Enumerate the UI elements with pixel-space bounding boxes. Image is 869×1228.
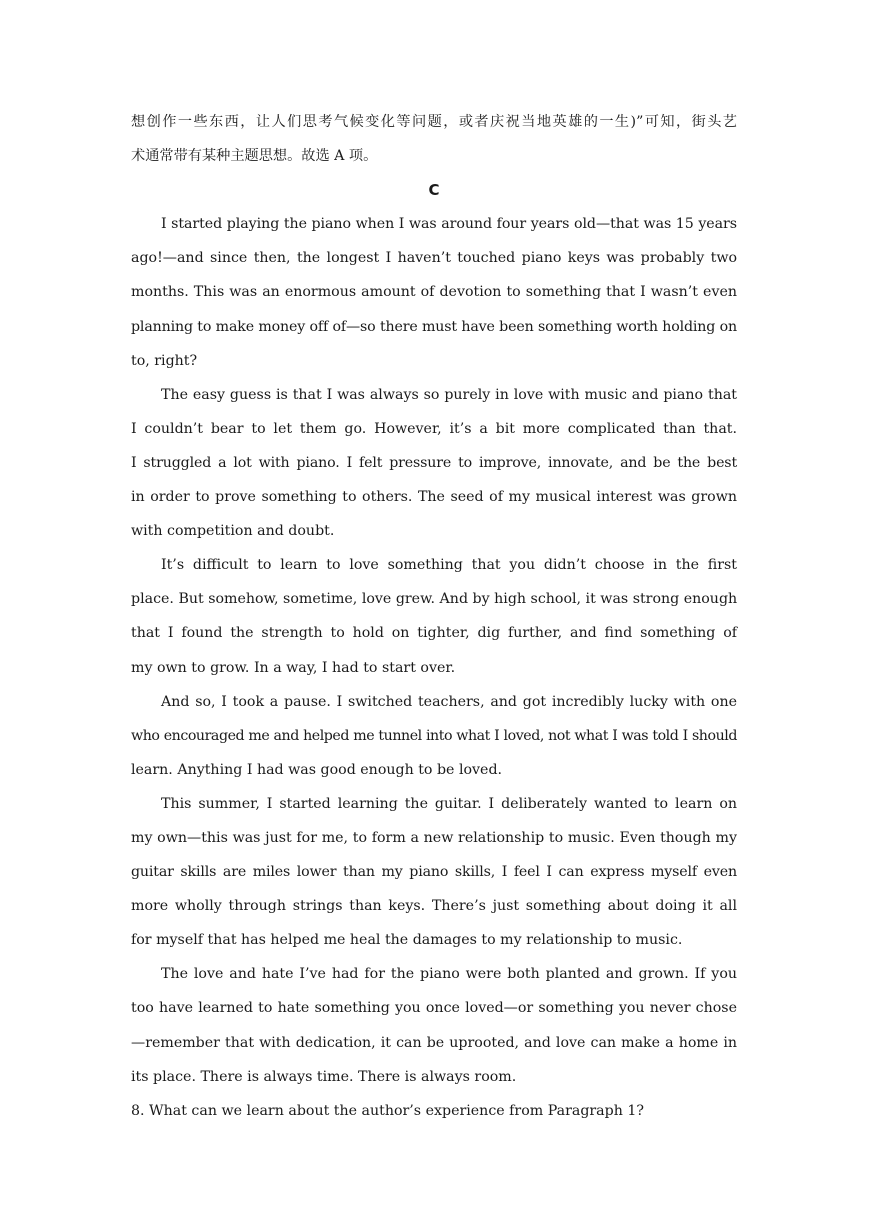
paragraph-line: its place. There is always time. There is always room. <box>131 1068 517 1085</box>
paragraph-line: I couldn’t bear to let them go. However, it’s a bit more complicated than that. <box>131 420 737 437</box>
paragraph-line: my own—this was just for me, to form a new relationship to music. Even though my <box>131 829 737 846</box>
paragraph-line: too have learned to hate something you once loved—or something you never chose <box>131 1000 737 1017</box>
paragraph-line: in order to prove something to others. The seed of my musical interest was grown <box>131 489 737 506</box>
paragraph-line: This summer, I started learning the guitar. I deliberately wanted to learn on <box>161 795 737 812</box>
document-body <box>131 105 737 1128</box>
paragraph-line: to, right? <box>131 352 198 369</box>
paragraph-line: I started playing the piano when I was around four years old—that was 15 years <box>161 216 737 233</box>
section-heading: C <box>428 181 440 200</box>
paragraph-line: months. This was an enormous amount of devotion to something that I wasn’t even <box>131 284 737 301</box>
paragraph-line: more wholly through strings than keys. There’s just something about doing it all <box>131 898 737 915</box>
paragraph <box>131 378 737 548</box>
paragraph <box>131 787 737 957</box>
paragraph-line: It’s difficult to learn to love something that you didn’t choose in the first <box>161 557 737 574</box>
paragraph-line: my own to grow. In a way, I had to start over. <box>131 659 456 676</box>
paragraph-line: The love and hate I’ve had for the piano were both planted and grown. If you <box>161 966 737 983</box>
question-8: 8. What can we learn about the author’s experience from Paragraph 1? <box>131 1102 645 1119</box>
paragraph-line: for myself that has helped me heal the damages to my relationship to music. <box>131 932 683 949</box>
paragraph <box>131 548 737 684</box>
paragraph-line: that I found the strength to hold on tighter, dig further, and find something of <box>131 625 737 642</box>
paragraph-line: And so, I took a pause. I switched teachers, and got incredibly lucky with one <box>161 693 737 710</box>
paragraph-line: planning to make money off of—so there must have been something worth holding on <box>131 318 737 335</box>
paragraph-line: who encouraged me and helped me tunnel into what I loved, not what I was told I should <box>131 727 737 744</box>
paragraph-line: with competition and doubt. <box>131 523 335 540</box>
paragraph-line: ago!—and since then, the longest I haven’t touched piano keys was probably two <box>131 250 737 267</box>
paragraph <box>131 957 737 1093</box>
paragraph <box>131 207 737 377</box>
paragraph-line: —remember that with dedication, it can be uprooted, and love can make a home in <box>131 1034 737 1051</box>
paragraph-line: guitar skills are miles lower than my piano skills, I feel I can express myself even <box>131 864 737 881</box>
paragraph-line: learn. Anything I had was good enough to be loved. <box>131 761 503 778</box>
paragraph-line: The easy guess is that I was always so purely in love with music and piano that <box>161 386 737 403</box>
intro-line: 想创作一些东西，让人们思考气候变化等问题，或者庆祝当地英雄的一生)”可知，街头艺 <box>131 114 737 130</box>
paragraph-line: I struggled a lot with piano. I felt pressure to improve, innovate, and be the best <box>131 454 737 471</box>
paragraph <box>131 685 737 787</box>
paragraph-line: place. But somehow, sometime, love grew. And by high school, it was strong enough <box>131 591 738 608</box>
intro-line: 术通常带有某种主题思想。故选 A 项。 <box>131 148 378 165</box>
